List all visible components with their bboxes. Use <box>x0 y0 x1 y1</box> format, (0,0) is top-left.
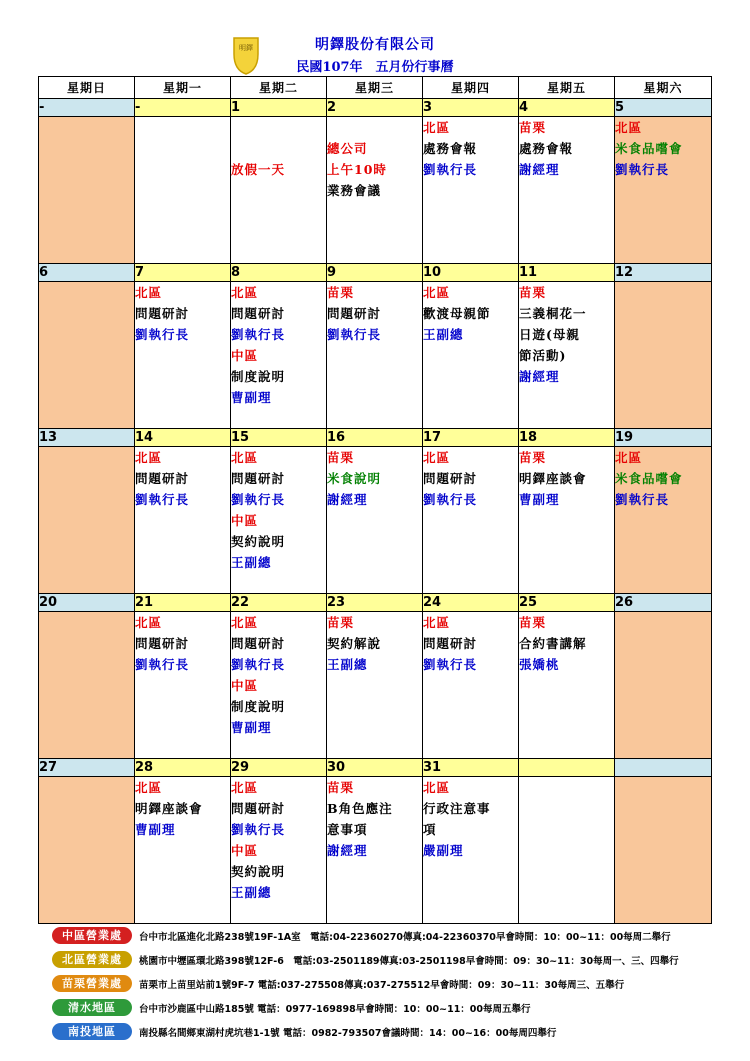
day-cell <box>39 282 135 429</box>
event-line: 問題研討 <box>231 471 286 486</box>
week-date-row <box>39 99 712 117</box>
event-line: 業務會議 <box>327 183 382 198</box>
date-number: 12 <box>615 264 712 282</box>
day-cell <box>135 282 231 429</box>
day-cell <box>135 777 231 924</box>
week-event-row <box>39 777 712 924</box>
event-line: 劉執行長 <box>231 327 286 342</box>
event-line: 北區 <box>423 780 451 795</box>
event-line: 北區 <box>231 780 259 795</box>
event-line: 苗栗 <box>327 780 355 795</box>
office-address: 台中市北區進化北路238號19F-1A室 電話:04-22360270傳真:04-22360370早會時間：10：00~11：00每周二舉行 <box>139 932 671 943</box>
event-line: 王副總 <box>231 555 272 570</box>
office-badge: 南投地區 <box>52 1023 132 1040</box>
event-line: 劉執行長 <box>423 492 478 507</box>
event-line: 三義桐花一 <box>519 306 587 321</box>
weekday-saturday: 星期六 <box>615 77 712 99</box>
event-line: 問題研討 <box>327 306 382 321</box>
event-line: 契約解說 <box>327 636 382 651</box>
date-number: 24 <box>423 594 519 612</box>
event-line: 明鐸座談會 <box>519 471 587 486</box>
event-line: 合約書講解 <box>519 636 587 651</box>
day-cell <box>39 447 135 594</box>
day-cell <box>135 447 231 594</box>
day-cell <box>423 777 519 924</box>
event-line: 謝經理 <box>327 843 368 858</box>
date-number: 8 <box>231 264 327 282</box>
event-line: 王副總 <box>231 885 272 900</box>
date-number: 9 <box>327 264 423 282</box>
date-number: 30 <box>327 759 423 777</box>
event-line: 苗栗 <box>327 615 355 630</box>
office-badge: 北區營業處 <box>52 951 132 968</box>
office-address: 南投縣名間鄉東湖村虎坑巷1-1號 電話：0982-793507會議時間：14：00~16：00每周四舉行 <box>139 1028 557 1039</box>
event-line: 契約說明 <box>231 864 286 879</box>
event-line: 節活動) <box>519 348 567 363</box>
event-line: 明鐸座談會 <box>135 801 203 816</box>
event-line: 北區 <box>231 615 259 630</box>
date-number: 18 <box>519 429 615 447</box>
day-cell <box>615 612 712 759</box>
event-line: 北區 <box>423 285 451 300</box>
date-number: 26 <box>615 594 712 612</box>
event-line: 劉執行長 <box>423 657 478 672</box>
day-cell <box>615 777 712 924</box>
office-address: 台中市沙鹿區中山路185號 電話：0977-169898早會時間：10：00~11：00每周五舉行 <box>139 1004 531 1015</box>
event-line: 中區 <box>231 513 259 528</box>
event-line: 劉執行長 <box>135 492 190 507</box>
event-line: 謝經理 <box>519 162 560 177</box>
day-cell <box>135 117 231 264</box>
day-cell <box>423 447 519 594</box>
event-line: 中區 <box>231 678 259 693</box>
day-cell <box>615 447 712 594</box>
event-line: 謝經理 <box>327 492 368 507</box>
office-row <box>46 997 726 1021</box>
event-line: 劉執行長 <box>327 327 382 342</box>
event-line: 嚴副理 <box>423 843 464 858</box>
event-line: 苗栗 <box>519 450 547 465</box>
event-line: 北區 <box>135 615 163 630</box>
event-line: 曹副理 <box>231 720 272 735</box>
week-event-row <box>39 282 712 429</box>
day-cell <box>327 117 423 264</box>
weekday-sunday: 星期日 <box>39 77 135 99</box>
event-line: 曹副理 <box>135 822 176 837</box>
event-line: 問題研討 <box>135 306 190 321</box>
day-cell <box>519 282 615 429</box>
date-number: 7 <box>135 264 231 282</box>
week-date-row <box>39 594 712 612</box>
date-number: - <box>135 99 231 117</box>
event-line: 曹副理 <box>231 390 272 405</box>
event-line: 劉執行長 <box>615 162 670 177</box>
event-line: 問題研討 <box>423 636 478 651</box>
office-address: 桃園市中壢區環北路398號12F-6 電話:03-2501189傳真:03-2501198早會時間：09：30~11：30每周一、三、四舉行 <box>139 956 679 967</box>
event-line: 上午10時 <box>327 162 387 177</box>
day-cell <box>39 117 135 264</box>
event-line: 苗栗 <box>327 450 355 465</box>
date-number: 29 <box>231 759 327 777</box>
weekday-header-row <box>39 77 712 99</box>
event-line: 歡渡母親節 <box>423 306 491 321</box>
date-number: 15 <box>231 429 327 447</box>
date-number <box>615 759 712 777</box>
event-line: 制度說明 <box>231 369 286 384</box>
date-number: 2 <box>327 99 423 117</box>
office-row <box>46 1021 726 1045</box>
day-cell <box>327 282 423 429</box>
weekday-monday: 星期一 <box>135 77 231 99</box>
event-line: 米食品嚐會 <box>615 471 683 486</box>
weekday-thursday: 星期四 <box>423 77 519 99</box>
week-event-row <box>39 447 712 594</box>
date-number: 11 <box>519 264 615 282</box>
event-line <box>231 138 326 159</box>
event-line: 北區 <box>615 450 643 465</box>
event-line: 問題研討 <box>231 636 286 651</box>
date-number: 23 <box>327 594 423 612</box>
day-cell <box>231 612 327 759</box>
event-line: 米食品嚐會 <box>615 141 683 156</box>
week-event-row <box>39 612 712 759</box>
date-number: 4 <box>519 99 615 117</box>
office-row <box>46 925 726 949</box>
day-cell <box>519 612 615 759</box>
day-cell <box>519 777 615 924</box>
date-number: 1 <box>231 99 327 117</box>
day-cell <box>615 282 712 429</box>
event-line: 張嬌桃 <box>519 657 560 672</box>
event-line: 苗栗 <box>519 615 547 630</box>
date-number: 25 <box>519 594 615 612</box>
event-line: 王副總 <box>327 657 368 672</box>
office-badge: 清水地區 <box>52 999 132 1016</box>
date-number: 20 <box>39 594 135 612</box>
event-line: 苗栗 <box>519 120 547 135</box>
event-line: 問題研討 <box>135 471 190 486</box>
day-cell <box>231 447 327 594</box>
office-address: 苗栗市上苗里站前1號9F-7 電話:037-275508傳真:037-275512早會時間：09：30~11：30每周三、五舉行 <box>139 980 625 991</box>
date-number: 6 <box>39 264 135 282</box>
event-line: 行政注意事 <box>423 801 491 816</box>
event-line: B角色應注 <box>327 801 393 816</box>
event-line: 北區 <box>231 285 259 300</box>
day-cell <box>39 777 135 924</box>
weekday-wednesday: 星期三 <box>327 77 423 99</box>
event-line: 日遊(母親 <box>519 327 580 342</box>
week-date-row <box>39 264 712 282</box>
event-line: 中區 <box>231 843 259 858</box>
event-line: 中區 <box>231 348 259 363</box>
day-cell <box>135 612 231 759</box>
day-cell <box>231 282 327 429</box>
day-cell <box>327 447 423 594</box>
date-number: 3 <box>423 99 519 117</box>
event-line: 問題研討 <box>231 306 286 321</box>
event-line: 王副總 <box>423 327 464 342</box>
event-line: 北區 <box>615 120 643 135</box>
date-number <box>519 759 615 777</box>
event-line: 北區 <box>423 450 451 465</box>
day-cell <box>231 117 327 264</box>
event-line: 北區 <box>135 780 163 795</box>
event-line <box>327 117 422 138</box>
weekday-tuesday: 星期二 <box>231 77 327 99</box>
event-line: 意事項 <box>327 822 368 837</box>
office-badge: 中區營業處 <box>52 927 132 944</box>
date-number: 31 <box>423 759 519 777</box>
day-cell <box>327 612 423 759</box>
office-row <box>46 949 726 973</box>
event-line: 謝經理 <box>519 369 560 384</box>
event-line: 苗栗 <box>327 285 355 300</box>
event-line: 北區 <box>135 285 163 300</box>
date-number: 21 <box>135 594 231 612</box>
company-name: 明鐸股份有限公司 <box>315 37 435 53</box>
event-line <box>231 117 326 138</box>
office-badge: 苗栗營業處 <box>52 975 132 992</box>
date-number: 19 <box>615 429 712 447</box>
date-number: 22 <box>231 594 327 612</box>
date-number: - <box>39 99 135 117</box>
day-cell <box>327 777 423 924</box>
day-cell <box>39 612 135 759</box>
date-number: 14 <box>135 429 231 447</box>
event-line: 劉執行長 <box>135 327 190 342</box>
day-cell <box>423 612 519 759</box>
day-cell <box>423 117 519 264</box>
calendar-table <box>38 76 712 924</box>
event-line: 劉執行長 <box>615 492 670 507</box>
date-number: 16 <box>327 429 423 447</box>
calendar-header <box>0 0 750 76</box>
event-line: 處務會報 <box>423 141 478 156</box>
logo-text: 明鐸 <box>239 44 253 52</box>
event-line: 問題研討 <box>135 636 190 651</box>
event-line: 制度說明 <box>231 699 286 714</box>
event-line: 北區 <box>231 450 259 465</box>
date-number: 13 <box>39 429 135 447</box>
event-line: 米食說明 <box>327 471 382 486</box>
day-cell <box>231 777 327 924</box>
event-line: 劉執行長 <box>135 657 190 672</box>
event-line: 總公司 <box>327 141 368 156</box>
event-line: 北區 <box>135 450 163 465</box>
day-cell <box>615 117 712 264</box>
event-line: 北區 <box>423 615 451 630</box>
calendar-title: 民國107年 五月份行事曆 <box>296 60 454 75</box>
date-number: 10 <box>423 264 519 282</box>
week-date-row <box>39 759 712 777</box>
event-line: 放假一天 <box>231 162 286 177</box>
event-line: 曹副理 <box>519 492 560 507</box>
day-cell <box>519 117 615 264</box>
office-row <box>46 973 726 997</box>
day-cell <box>519 447 615 594</box>
date-number: 28 <box>135 759 231 777</box>
event-line: 處務會報 <box>519 141 574 156</box>
date-number: 27 <box>39 759 135 777</box>
event-line: 劉執行長 <box>231 657 286 672</box>
event-line: 劉執行長 <box>423 162 478 177</box>
event-line: 劉執行長 <box>231 492 286 507</box>
event-line: 項 <box>423 822 437 837</box>
event-line: 苗栗 <box>519 285 547 300</box>
event-line: 問題研討 <box>231 801 286 816</box>
event-line: 劉執行長 <box>231 822 286 837</box>
event-line: 北區 <box>423 120 451 135</box>
day-cell <box>423 282 519 429</box>
week-date-row <box>39 429 712 447</box>
office-footer <box>46 925 726 1045</box>
event-line: 契約說明 <box>231 534 286 549</box>
event-line: 問題研討 <box>423 471 478 486</box>
date-number: 5 <box>615 99 712 117</box>
date-number: 17 <box>423 429 519 447</box>
weekday-friday: 星期五 <box>519 77 615 99</box>
week-event-row <box>39 117 712 264</box>
